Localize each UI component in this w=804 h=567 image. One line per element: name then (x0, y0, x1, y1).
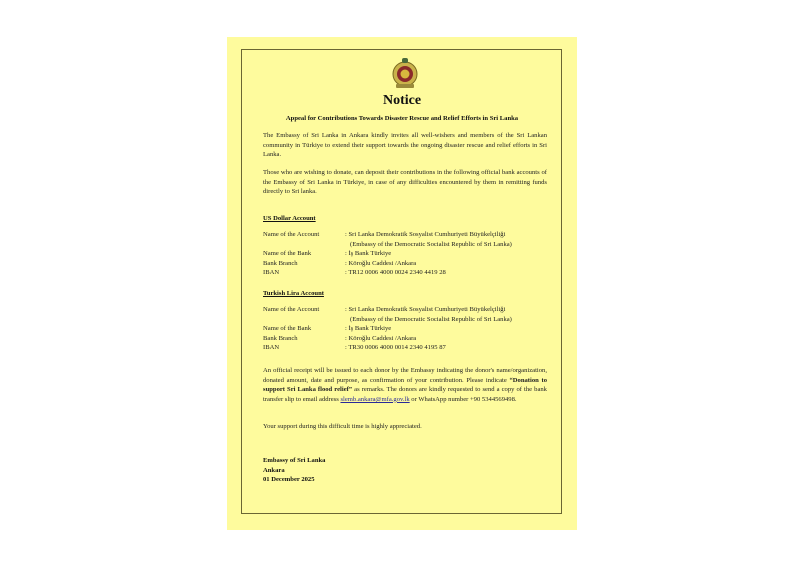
bank-name-label: Name of the Bank (263, 250, 312, 258)
usd-branch-row (263, 259, 553, 269)
signature-city: Ankara (263, 466, 285, 474)
usd-account-details (263, 230, 553, 278)
bank-name-value: : İş Bank Türkiye (345, 325, 392, 333)
email-link[interactable]: slemb.ankara@mfa.gov.lk (340, 395, 410, 403)
try-account-name-row (263, 305, 553, 324)
account-name-english: (Embassy of the Democratic Socialist Republic of Sri Lanka) (350, 315, 512, 323)
signature-embassy: Embassy of Sri Lanka (263, 457, 326, 464)
notice-title: Notice (382, 93, 422, 108)
account-name-value: : Sri Lanka Demokratik Sosyalist Cumhuriyeti Büyükelçiliği (345, 231, 506, 238)
appreciation-paragraph: Your support during this difficult time is highly appreciated. (263, 423, 422, 430)
branch-value: : Köroğlu Caddesi /Ankara (345, 259, 417, 267)
donation-paragraph: Those who are wishing to donate, can deposit their contributions in the following official bank accounts of the Embassy of Sri Lanka in Türkiye, in case of any difficulties encountered by them in remitting funds directly to Sri lanka. (263, 169, 547, 196)
account-name-label: Name of the Account (263, 231, 320, 238)
branch-label: Bank Branch (263, 259, 298, 267)
bank-name-label: Name of the Bank (263, 325, 312, 333)
sri-lanka-emblem-icon (391, 57, 419, 89)
iban-label: IBAN (263, 344, 280, 352)
usd-bank-name-row (263, 249, 553, 259)
bank-name-value: : İş Bank Türkiye (345, 250, 392, 258)
try-branch-row (263, 334, 553, 344)
try-iban-row (263, 343, 553, 353)
try-account-heading: Turkish Lira Account (263, 290, 324, 297)
iban-label: IBAN (263, 269, 280, 277)
signature-block (263, 456, 325, 485)
notice-page (227, 37, 577, 530)
branch-value: : Köroğlu Caddesi /Ankara (345, 334, 417, 342)
account-name-label: Name of the Account (263, 306, 320, 313)
signature-date: 01 December 2025 (263, 476, 315, 484)
usd-iban-row (263, 268, 553, 278)
iban-value: : TR12 0006 4000 0024 2340 4419 28 (345, 269, 446, 277)
remarks-text: “Donation to support Sri Lanka flood relief” (263, 376, 547, 394)
usd-account-heading: US Dollar Account (263, 215, 316, 222)
intro-paragraph: The Embassy of Sri Lanka in Ankara kindly invites all well-wishers and members of the Sri Lankan community in Türkiye to extend their support towards the ongoing disaster rescue and relief efforts in Sri Lanka. (263, 132, 547, 159)
notice-subtitle: Appeal for Contributions Towards Disaster Rescue and Relief Efforts in Sri Lanka (285, 115, 519, 122)
usd-account-name-row (263, 230, 553, 249)
account-name-value: : Sri Lanka Demokratik Sosyalist Cumhuriyeti Büyükelçiliği (345, 306, 506, 313)
branch-label: Bank Branch (263, 334, 298, 342)
iban-value: : TR30 0006 4000 0014 2340 4195 87 (345, 344, 446, 352)
try-account-details (263, 305, 553, 353)
try-bank-name-row (263, 324, 553, 334)
receipt-paragraph: An official receipt will be issued to each donor by the Embassy indicating the donor's name/organization, donated amount, date and purpose, as confirmation of your contribution. Please indicate “Donation to support Sri Lanka flood relief” as remarks. The donors are kindly requested to send a copy of the bank transfer slip to email address slemb.ankara@mfa.gov.lk or WhatsApp number +90 5344569498. (263, 367, 547, 403)
account-name-english: (Embassy of the Democratic Socialist Republic of Sri Lanka) (350, 240, 512, 248)
